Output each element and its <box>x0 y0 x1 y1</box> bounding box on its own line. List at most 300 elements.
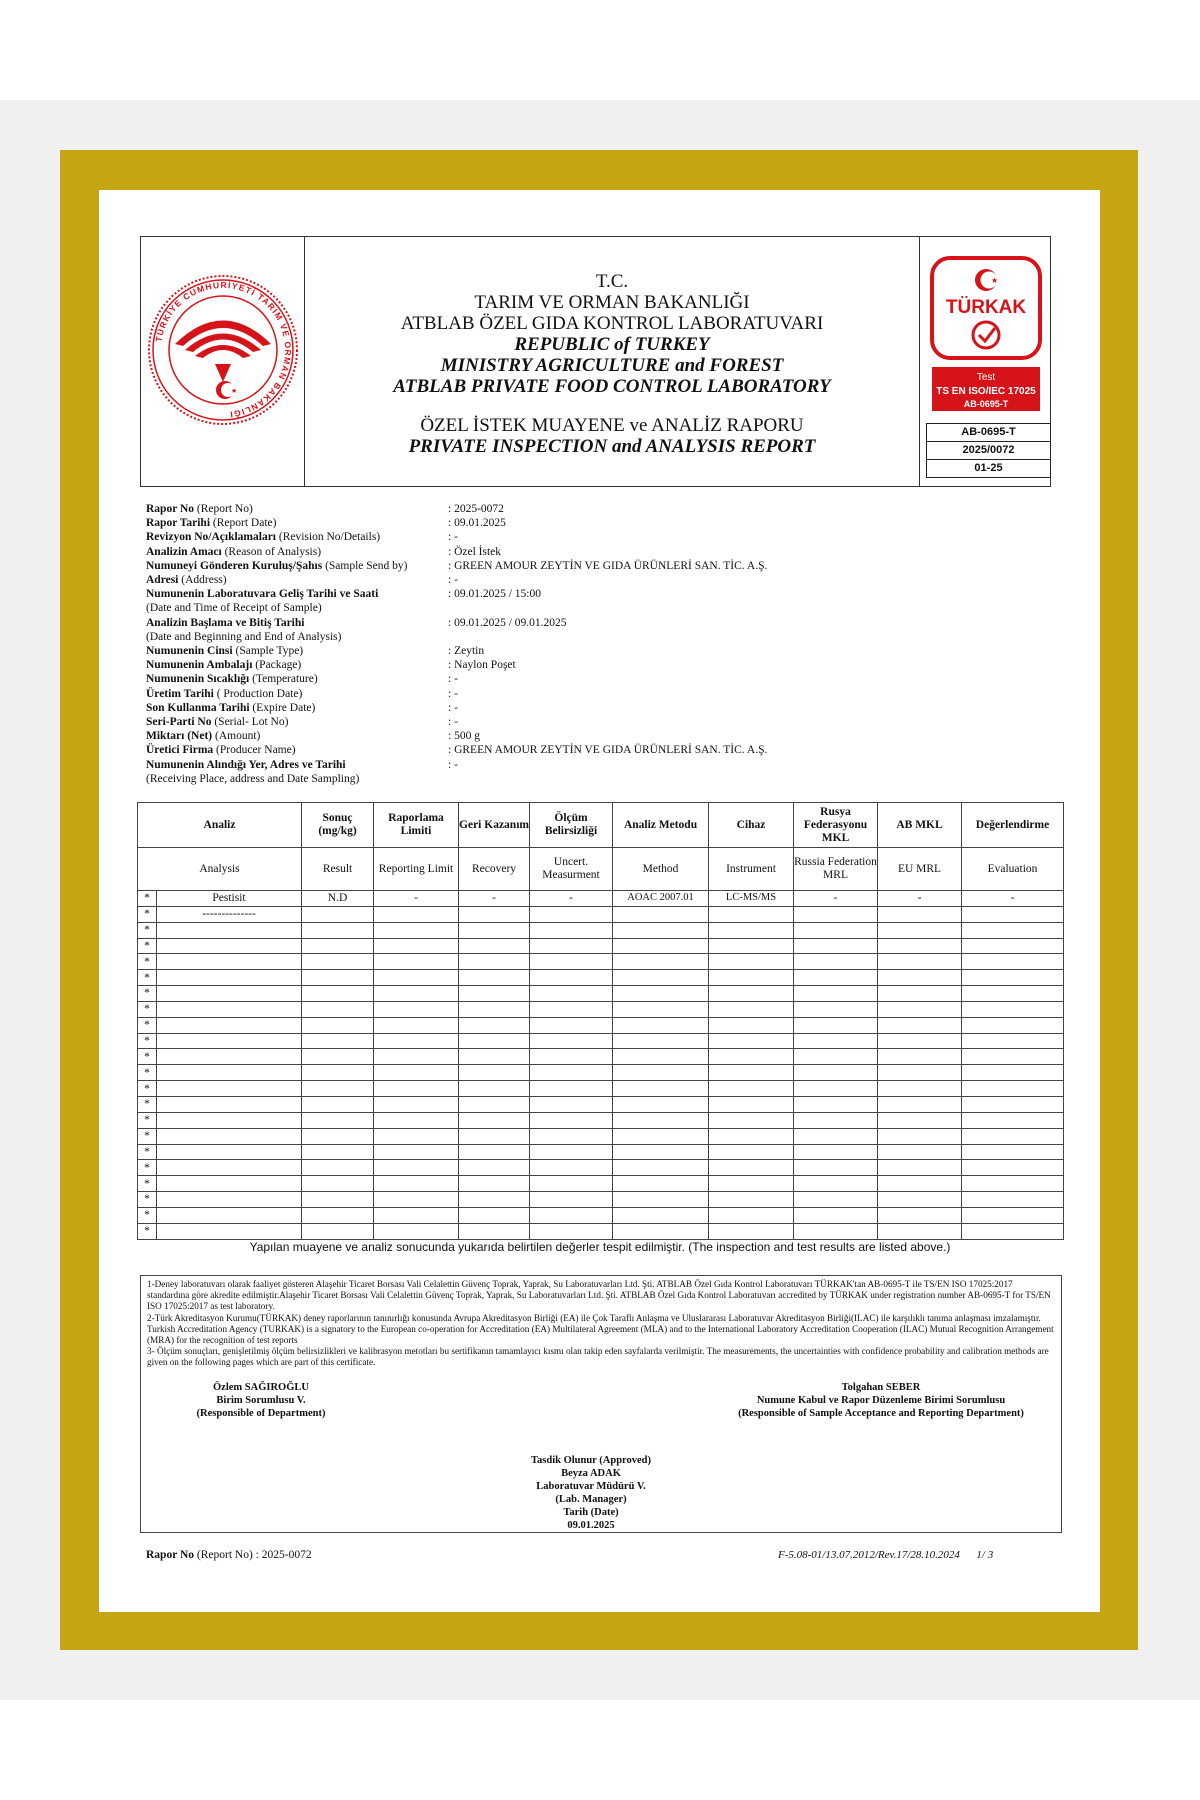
table-cell <box>709 1176 794 1192</box>
table-cell: AOAC 2007.01 <box>613 891 709 907</box>
table-cell <box>302 1065 374 1081</box>
row-marker: * <box>138 906 157 922</box>
approval-date-label: Tarih (Date) <box>563 1507 619 1518</box>
table-cell <box>709 986 794 1002</box>
table-cell <box>878 1207 962 1223</box>
table-row <box>138 1192 1064 1208</box>
table-cell <box>878 1144 962 1160</box>
note-2: 2-Türk Akreditasyon Kurumu(TÜRKAK) deney raporlarının tanınırlığı konusunda Avrupa Akreditasyon Birliği (EA) ile Çok Taraflı Anlaşma ve Uluslararası Laboratuvar Akreditasyon Birliği(ILAC) ile karşılıklı tanıma anlaşması imzalamıştır. Turkish Accreditation Agency (TURKAK) is a signatory to the European co-operation for Accreditation (EA) Multilateral Agreement (MLA) and to the International Laboratory Accreditation Cooperation (ILAC) Mutual Recognition Arrangement (MRA) for the recognition of test reports <box>147 1312 1054 1346</box>
seal-text: TÜRKİYE CUMHURİYETİ TARIM VE ORMAN BAKANLIĞI <box>153 279 294 420</box>
table-cell <box>374 1096 459 1112</box>
table-row <box>138 1112 1064 1128</box>
result-note: Yapılan muayene ve analiz sonucunda yukarıda belirtilen değerler tespit edilmiştir. (The inspection and test results are listed above.) <box>249 1240 951 1254</box>
form-code: F-5.08-01/13.07.2012/Rev.17/28.10.2024 <box>778 1549 960 1561</box>
approval-date: 09.01.2025 <box>567 1520 615 1531</box>
table-cell <box>878 906 962 922</box>
row-marker: * <box>138 938 157 954</box>
table-cell <box>878 1065 962 1081</box>
table-cell <box>962 1128 1064 1144</box>
table-cell <box>794 1096 878 1112</box>
info-value: : 09.01.2025 / 15:00 <box>448 588 541 601</box>
table-cell <box>459 922 530 938</box>
table-cell <box>962 1033 1064 1049</box>
table-row <box>138 1176 1064 1192</box>
table-cell <box>709 954 794 970</box>
table-cell <box>794 970 878 986</box>
table-cell <box>459 970 530 986</box>
table-cell <box>962 1223 1064 1239</box>
table-row <box>138 1033 1064 1049</box>
info-label: Analizin Amacı (Reason of Analysis) <box>146 545 322 558</box>
info-label: Miktarı (Net) (Amount) <box>146 730 261 743</box>
table-row <box>138 1223 1064 1239</box>
info-label: Üretici Firma (Producer Name) <box>146 744 296 757</box>
row-marker: * <box>138 986 157 1002</box>
table-cell <box>962 922 1064 938</box>
info-row <box>146 644 1046 658</box>
table-cell <box>157 1192 302 1208</box>
row-marker: * <box>138 922 157 938</box>
table-cell <box>530 1144 613 1160</box>
tc-label: T.C. <box>595 271 629 292</box>
table-cell <box>157 1112 302 1128</box>
signature-approval <box>491 1454 691 1532</box>
info-row <box>146 530 1046 544</box>
info-value: : Naylon Poşet <box>448 659 516 672</box>
table-cell <box>709 1017 794 1033</box>
table-cell <box>374 1065 459 1081</box>
table-cell <box>302 1049 374 1065</box>
table-cell: - <box>459 891 530 907</box>
header-row-en <box>138 848 1064 891</box>
info-value: : - <box>448 673 458 686</box>
info-label: Analizin Başlama ve Bitiş Tarihi <box>146 616 305 629</box>
column-header-tr: Sonuç (mg/kg) <box>302 803 374 848</box>
table-cell <box>302 938 374 954</box>
row-marker: * <box>138 1192 157 1208</box>
table-row <box>138 1207 1064 1223</box>
table-cell <box>157 1223 302 1239</box>
table-cell <box>962 1144 1064 1160</box>
info-value <box>448 601 1046 615</box>
table-row <box>138 1160 1064 1176</box>
table-cell <box>878 1192 962 1208</box>
row-marker: * <box>138 954 157 970</box>
table-cell <box>302 1160 374 1176</box>
table-cell <box>794 1192 878 1208</box>
table-cell <box>709 1001 794 1017</box>
row-marker: * <box>138 891 157 907</box>
notes-text <box>147 1279 1055 1369</box>
ministry-seal-logo <box>145 272 301 428</box>
table-cell <box>613 938 709 954</box>
table-cell <box>878 954 962 970</box>
table-cell <box>613 1223 709 1239</box>
table-cell <box>530 970 613 986</box>
info-row <box>146 516 1046 530</box>
info-value: : - <box>448 687 458 700</box>
table-cell <box>374 1192 459 1208</box>
table-cell <box>613 1192 709 1208</box>
table-cell <box>459 906 530 922</box>
info-value: : - <box>448 531 458 544</box>
table-cell <box>962 1192 1064 1208</box>
table-cell <box>374 1081 459 1097</box>
table-cell: - <box>374 891 459 907</box>
table-cell <box>962 1001 1064 1017</box>
table-cell: Pestisit <box>157 891 302 907</box>
table-cell <box>878 1001 962 1017</box>
table-cell <box>302 1176 374 1192</box>
table-cell <box>709 1223 794 1239</box>
table-cell <box>794 1001 878 1017</box>
table-cell <box>157 1128 302 1144</box>
table-row <box>138 954 1064 970</box>
info-row <box>146 758 1046 772</box>
table-cell <box>878 1128 962 1144</box>
table-row <box>138 1144 1064 1160</box>
table-cell <box>709 1049 794 1065</box>
table-cell <box>302 1033 374 1049</box>
info-label: Numunenin Alındığı Yer, Adres ve Tarihi <box>146 758 346 771</box>
table-cell <box>530 1223 613 1239</box>
sig-right-title-en: (Responsible of Sample Acceptance and Reporting Department) <box>738 1408 1024 1419</box>
table-cell <box>962 1160 1064 1176</box>
table-cell <box>794 1081 878 1097</box>
column-header-tr: Analiz Metodu <box>613 803 709 848</box>
table-cell <box>530 1096 613 1112</box>
table-cell <box>613 906 709 922</box>
table-cell: N.D <box>302 891 374 907</box>
table-row <box>138 906 1064 922</box>
info-value: : Özel İstek <box>448 545 502 558</box>
column-header-tr: Analiz <box>138 803 302 848</box>
table-cell <box>613 1144 709 1160</box>
info-row <box>146 573 1046 587</box>
table-cell <box>459 986 530 1002</box>
info-label: Numuneyi Gönderen Kuruluş/Şahıs (Sample Send by) <box>146 559 408 572</box>
table-row <box>138 986 1064 1002</box>
table-cell <box>962 938 1064 954</box>
info-label: Numunenin Cinsi (Sample Type) <box>146 645 304 658</box>
table-cell <box>878 1160 962 1176</box>
row-marker: * <box>138 970 157 986</box>
report-title-tr: ÖZEL İSTEK MUAYENE ve ANALİZ RAPORU <box>420 415 804 436</box>
table-cell <box>157 938 302 954</box>
turkak-accreditation-logo <box>929 255 1043 413</box>
table-cell <box>459 938 530 954</box>
table-cell <box>709 1192 794 1208</box>
table-cell <box>459 1112 530 1128</box>
table-cell <box>459 954 530 970</box>
table-cell <box>530 1160 613 1176</box>
table-cell <box>709 1081 794 1097</box>
info-row <box>146 587 1046 601</box>
sig-right-name: Tolgahan SEBER <box>841 1382 921 1393</box>
column-header-tr: Geri Kazanım <box>459 803 530 848</box>
table-row <box>138 891 1064 907</box>
table-cell <box>613 1017 709 1033</box>
table-cell <box>794 1160 878 1176</box>
table-cell <box>374 1207 459 1223</box>
table-cell <box>374 1176 459 1192</box>
row-marker: * <box>138 1001 157 1017</box>
table-cell <box>878 922 962 938</box>
table-cell <box>962 1017 1064 1033</box>
table-cell <box>962 1081 1064 1097</box>
table-row <box>138 1017 1064 1033</box>
table-cell <box>962 1112 1064 1128</box>
info-row <box>146 502 1046 516</box>
turkak-standard: TS EN ISO/IEC 17025 <box>936 386 1036 397</box>
table-cell <box>709 906 794 922</box>
info-label: (Date and Beginning and End of Analysis) <box>146 630 342 643</box>
table-row <box>138 1065 1064 1081</box>
column-header-en: Russia Federation MRL <box>794 848 878 891</box>
title-block <box>307 271 917 457</box>
table-cell <box>962 986 1064 1002</box>
table-cell: - <box>794 891 878 907</box>
table-cell <box>459 1207 530 1223</box>
table-row <box>138 1001 1064 1017</box>
table-cell <box>157 1017 302 1033</box>
table-cell <box>459 1160 530 1176</box>
table-cell <box>794 986 878 1002</box>
table-cell <box>157 1081 302 1097</box>
column-header-en: Recovery <box>459 848 530 891</box>
footer-report-no <box>146 1549 312 1561</box>
accr-code: AB-0695-T <box>927 424 1050 442</box>
table-cell <box>374 1160 459 1176</box>
row-marker: * <box>138 1081 157 1097</box>
table-cell <box>794 1128 878 1144</box>
table-cell <box>459 1192 530 1208</box>
table-cell <box>962 1207 1064 1223</box>
table-cell <box>459 1128 530 1144</box>
turkak-code: AB-0695-T <box>963 399 1009 409</box>
table-cell <box>302 1192 374 1208</box>
table-cell <box>530 938 613 954</box>
column-header-tr: Rusya Federasyonu MKL <box>794 803 878 848</box>
table-cell <box>530 1033 613 1049</box>
info-label: Seri-Parti No (Serial- Lot No) <box>146 716 289 729</box>
table-cell <box>530 922 613 938</box>
table-cell <box>878 938 962 954</box>
row-marker: * <box>138 1096 157 1112</box>
svg-text:★: ★ <box>231 387 238 395</box>
table-cell <box>794 1017 878 1033</box>
table-cell <box>613 1096 709 1112</box>
info-row <box>146 658 1046 672</box>
info-row <box>146 559 1046 573</box>
table-cell <box>302 922 374 938</box>
table-cell <box>613 1128 709 1144</box>
approval-name: Beyza ADAK <box>561 1468 621 1479</box>
table-cell <box>613 1065 709 1081</box>
table-cell <box>302 1001 374 1017</box>
turkak-test-label: Test <box>976 372 996 383</box>
info-value: : - <box>448 758 458 771</box>
table-cell <box>709 970 794 986</box>
column-header-tr: Ölçüm Belirsizliği <box>530 803 613 848</box>
table-cell <box>374 970 459 986</box>
table-cell <box>459 1096 530 1112</box>
column-header-tr: Cihaz <box>709 803 794 848</box>
table-cell <box>374 906 459 922</box>
table-cell <box>302 1017 374 1033</box>
column-header-en: Result <box>302 848 374 891</box>
table-cell <box>302 1128 374 1144</box>
table-cell <box>530 1049 613 1065</box>
info-row <box>146 743 1046 757</box>
row-marker: * <box>138 1176 157 1192</box>
footer-label-rest: (Report No) : 2025-0072 <box>194 1549 312 1561</box>
table-cell <box>302 1096 374 1112</box>
info-label: Numunenin Laboratuvara Geliş Tarihi ve Saati <box>146 588 379 601</box>
table-cell <box>302 1081 374 1097</box>
table-cell <box>709 1096 794 1112</box>
table-row <box>138 938 1064 954</box>
table-cell <box>157 1160 302 1176</box>
info-label: Adresi (Address) <box>146 574 227 587</box>
table-cell: -------------- <box>157 906 302 922</box>
row-marker: * <box>138 1207 157 1223</box>
table-row <box>138 1128 1064 1144</box>
info-label: Rapor Tarihi (Report Date) <box>146 517 277 530</box>
table-cell <box>157 1049 302 1065</box>
svg-text:★: ★ <box>991 276 999 285</box>
info-value: : 500 g <box>448 730 480 743</box>
info-value: : GREEN AMOUR ZEYTİN VE GIDA ÜRÜNLERİ SAN. TİC. A.Ş. <box>448 559 768 572</box>
table-cell <box>302 1223 374 1239</box>
info-row <box>146 601 1046 615</box>
table-cell <box>709 1160 794 1176</box>
row-marker: * <box>138 1017 157 1033</box>
country-en: REPUBLIC of TURKEY <box>514 334 710 355</box>
table-cell <box>157 1144 302 1160</box>
table-cell: - <box>962 891 1064 907</box>
table-cell <box>613 954 709 970</box>
table-cell <box>613 1033 709 1049</box>
table-cell <box>878 1176 962 1192</box>
table-cell <box>157 1176 302 1192</box>
note-1: 1-Deney laboratuvarı olarak faaliyet gösteren Alaşehir Ticaret Borsası Vali Celalettin Güvenç Toprak, Yaprak, Su Laboratuvarları Ltd. Şti. ATBLAB Özel Gıda Kontrol Laboratuvarı TÜRKAK'tan AB-0695-T ile TS/EN ISO 17025:2017 standardına göre akredite edilmiştir.Alaşehir Ticaret Borsası Vali Celalettin Güvenç Toprak, Yaprak, Su Laboratuvarları Ltd. Şti. ATBLAB Özel Gıda Kontrol Laboratuvarı accredited by TÜRKAK under registration number AB-0695-T for TS/EN ISO 17025:2017 as test laboratory. <box>147 1279 1051 1312</box>
accr-report-number: 2025/0072 <box>927 442 1050 460</box>
table-cell <box>709 1144 794 1160</box>
table-cell <box>459 1081 530 1097</box>
table-cell <box>962 954 1064 970</box>
table-cell <box>878 1096 962 1112</box>
table-cell <box>374 1001 459 1017</box>
table-cell <box>374 1144 459 1160</box>
table-cell <box>459 1001 530 1017</box>
table-cell <box>794 954 878 970</box>
table-cell <box>962 1176 1064 1192</box>
row-marker: * <box>138 1112 157 1128</box>
table-cell <box>302 1207 374 1223</box>
table-cell <box>878 1049 962 1065</box>
footer-label: Rapor No <box>146 1549 195 1561</box>
info-row <box>146 630 1046 644</box>
approval-title: Laboratuvar Müdürü V. <box>536 1481 646 1492</box>
row-marker: * <box>138 1144 157 1160</box>
table-cell <box>709 1112 794 1128</box>
table-cell <box>374 1112 459 1128</box>
table-cell <box>794 1049 878 1065</box>
table-cell <box>794 1112 878 1128</box>
table-cell <box>962 970 1064 986</box>
report-title-en: PRIVATE INSPECTION and ANALYSIS REPORT <box>408 436 816 457</box>
table-cell <box>459 1049 530 1065</box>
page-number: 1/ 3 <box>976 1549 994 1561</box>
info-row <box>146 772 1046 786</box>
table-cell <box>962 1049 1064 1065</box>
info-value <box>448 772 1046 786</box>
table-cell <box>459 1017 530 1033</box>
info-row <box>146 616 1046 630</box>
sig-left-title: Birim Sorumlusu V. <box>216 1395 306 1406</box>
row-marker: * <box>138 1049 157 1065</box>
table-cell <box>374 1128 459 1144</box>
info-value <box>448 630 1046 644</box>
table-cell <box>459 1223 530 1239</box>
row-marker: * <box>138 1160 157 1176</box>
row-marker: * <box>138 1223 157 1239</box>
table-cell <box>878 1017 962 1033</box>
table-cell <box>709 922 794 938</box>
table-cell <box>459 1033 530 1049</box>
info-label: Rapor No (Report No) <box>146 503 253 515</box>
table-cell <box>794 1033 878 1049</box>
row-marker: * <box>138 1128 157 1144</box>
footer-form-code <box>778 1549 993 1561</box>
table-cell <box>709 1033 794 1049</box>
info-value: : 09.01.2025 / 09.01.2025 <box>448 616 567 629</box>
info-label: Son Kullanma Tarihi (Expire Date) <box>146 701 316 714</box>
column-header-en: Analysis <box>138 848 302 891</box>
table-cell <box>157 1207 302 1223</box>
sample-info <box>146 502 1046 786</box>
table-cell <box>530 1207 613 1223</box>
table-cell <box>530 1192 613 1208</box>
ministry-name-en: MINISTRY AGRICULTURE and FOREST <box>440 355 784 376</box>
table-cell <box>613 1160 709 1176</box>
table-cell <box>794 1144 878 1160</box>
table-cell <box>530 1081 613 1097</box>
table-cell <box>459 1144 530 1160</box>
report-header <box>140 236 1051 487</box>
table-cell <box>613 922 709 938</box>
table-cell <box>530 1112 613 1128</box>
sig-left-title-en: (Responsible of Department) <box>196 1408 326 1419</box>
signature-left <box>161 1381 361 1420</box>
info-row <box>146 545 1046 559</box>
info-row <box>146 701 1046 715</box>
results-body <box>138 891 1064 1240</box>
table-cell <box>374 1223 459 1239</box>
info-label: Revizyon No/Açıklamaları (Revision No/Details) <box>146 531 381 544</box>
table-row <box>138 970 1064 986</box>
column-header-tr: Değerlendirme <box>962 803 1064 848</box>
column-header-tr: AB MKL <box>878 803 962 848</box>
info-row <box>146 715 1046 729</box>
table-cell <box>530 1065 613 1081</box>
table-cell <box>374 922 459 938</box>
table-cell: - <box>878 891 962 907</box>
table-cell <box>157 922 302 938</box>
table-cell <box>794 922 878 938</box>
table-cell <box>374 1033 459 1049</box>
